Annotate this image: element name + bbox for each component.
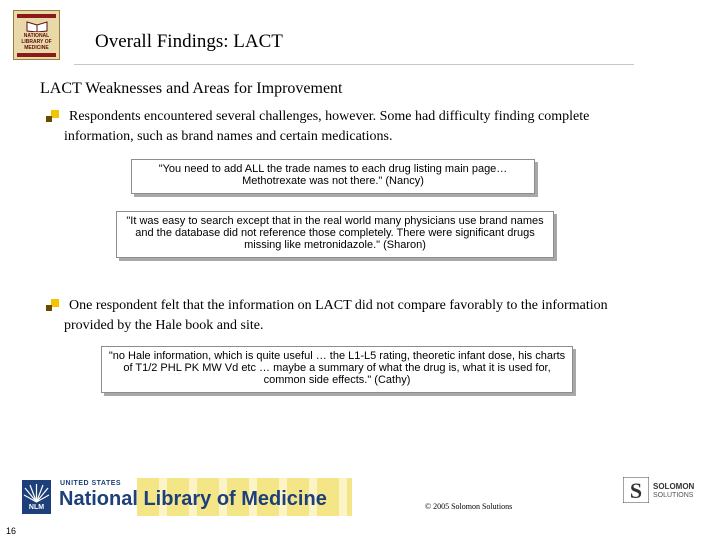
- nlm-corner-logo: [13, 10, 60, 60]
- page-number: 16: [6, 526, 17, 536]
- quote-box-1: "You need to add ALL the trade names to each drug listing main page… Methotrexate was not there." (Nancy): [131, 159, 535, 194]
- solomon-name: SOLOMON: [653, 482, 695, 491]
- quote-box-3: "no Hale information, which is quite useful … the L1-L5 rating, theoretic infant dose, his charts of T1/2 PHL PK MW Vd etc … maybe a summary of what the drug is, what it is used for, common side effects." (Cathy): [101, 346, 573, 393]
- logo-text: NATIONAL LIBRARY OF MEDICINE: [21, 33, 52, 51]
- bullet-text-1: Respondents encountered several challenges, however. Some had difficulty finding complete information, such as brand names and certain medications.: [64, 109, 590, 144]
- bullet-icon: [46, 299, 59, 312]
- nlm-badge: [22, 480, 51, 514]
- slide-title: Overall Findings: LACT: [95, 31, 283, 52]
- nlm-name: National Library of Medicine: [59, 488, 327, 510]
- section-heading: LACT Weaknesses and Areas for Improvement: [40, 80, 343, 97]
- svg-text:S: S: [629, 478, 643, 503]
- bullet-icon: [46, 110, 59, 123]
- solomon-logo: [620, 476, 715, 506]
- solomon-sub: SOLUTIONS: [653, 492, 694, 499]
- nlm-badge-text: NLM: [28, 504, 45, 511]
- logo-bar: [17, 14, 56, 18]
- copyright-text: © 2005 Solomon Solutions: [425, 502, 513, 511]
- title-divider: [74, 64, 634, 65]
- nlm-footer-logo: [22, 478, 352, 518]
- nlm-country: UNITED STATES: [60, 480, 122, 487]
- sunburst-icon: [22, 482, 51, 504]
- logo-bar: [17, 53, 56, 57]
- quote-box-2: "It was easy to search except that in the real world many physicians use brand names and the database did not reference those completely. There were significant drugs missing like metronidazole." (Sharon): [116, 211, 554, 258]
- book-icon: [26, 20, 48, 32]
- solomon-s-icon: [623, 477, 649, 503]
- bullet-text-2: One respondent felt that the information on LACT did not compare favorably to the information provided by the Hale book and site.: [64, 298, 608, 333]
